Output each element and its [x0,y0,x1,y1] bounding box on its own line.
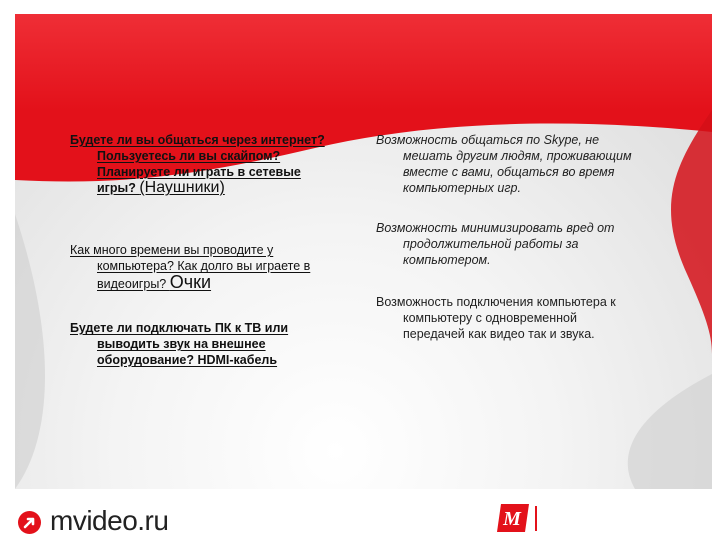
question-hdmi [70,320,332,368]
question-glasses [70,242,332,292]
benefit-skype: Возможность общаться по Skype, не мешать другим людям, проживающим вместе с вами, общаться во время компьютерных игр. [376,133,632,195]
question-glasses-text: Как много времени вы проводите у компьютера? Как долго вы играете в видеоигры? [70,243,311,291]
red-swoosh-arc [671,110,712,354]
questions-column [70,132,332,368]
m-logo-icon [497,504,529,532]
question-headphones-text: Будете ли вы общаться через интернет? Пользуетесь ли вы скайпом? Планируете ли играть в сетевые игры? [70,133,325,195]
m-logo-letter: М [503,508,521,530]
logo-divider [535,506,537,531]
gray-arc-right [628,374,712,489]
header-banner [15,14,712,110]
question-headphones [70,132,332,196]
answers-column [376,132,634,342]
gray-arc-left [15,214,45,489]
arrow-up-right-icon [18,511,41,534]
question-hdmi-text: Будете ли подключать ПК к ТВ или выводить звук на внешнее оборудование? HDMI-кабель [70,321,289,367]
answer-glasses: Очки [169,272,212,292]
benefit-eyes: Возможность минимизировать вред от продолжительной работы за компьютером. [376,221,615,267]
benefit-hdmi: Возможность подключения компьютера к компьютеру с одновременной передачей как видео так и звука. [376,295,616,341]
brand-text: mvideo.ru [50,505,169,536]
answer-headphones: (Наушники) [139,179,225,196]
